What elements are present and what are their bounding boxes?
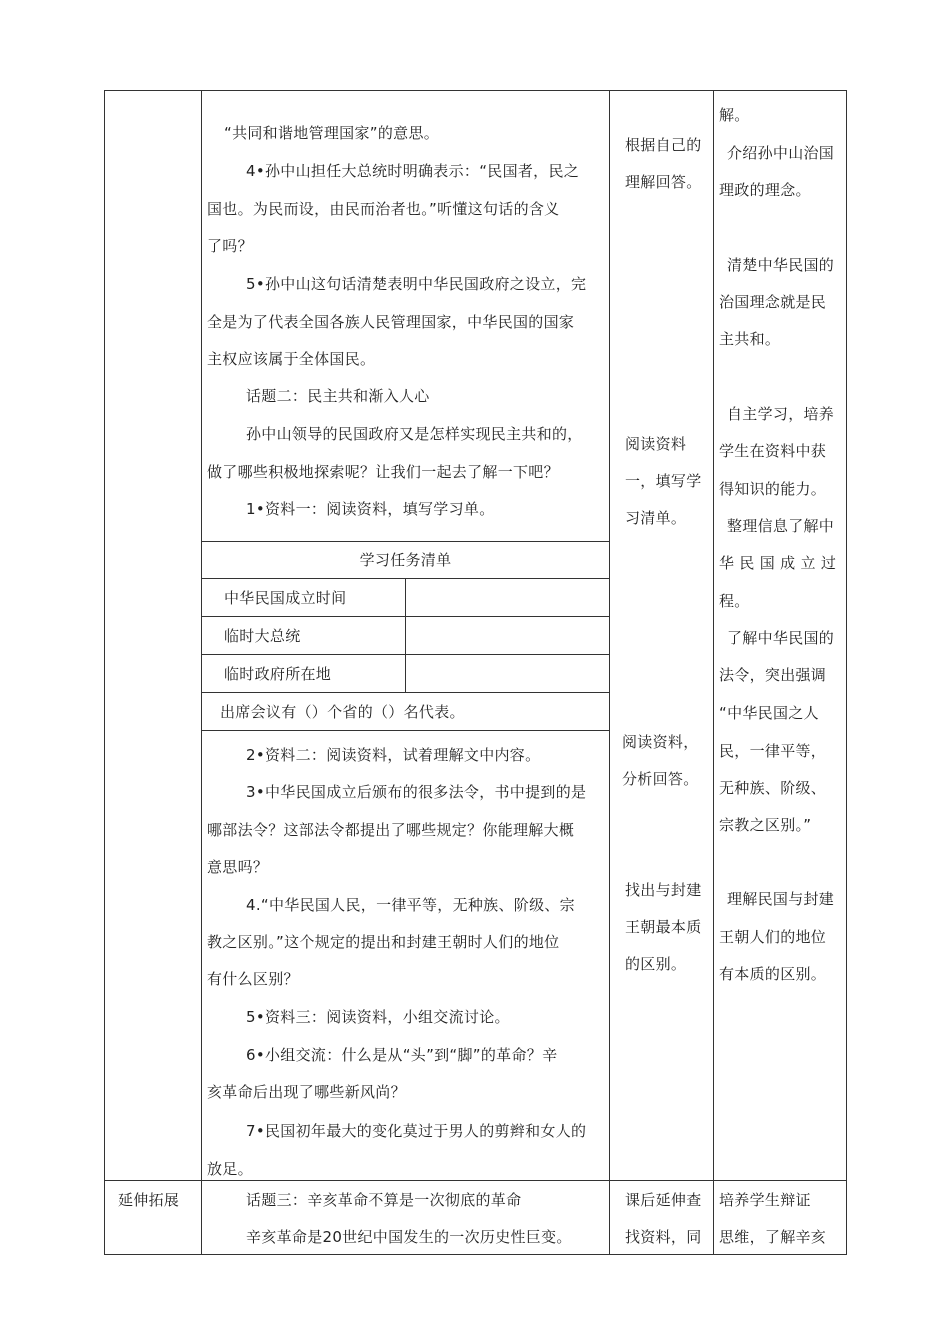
body-line: 1•资料一：阅读资料，填写学习单。	[246, 500, 495, 518]
design-intent: 法令，突出强调	[719, 666, 827, 684]
body-line: “共同和谐地管理国家”的意思。	[224, 124, 440, 142]
body-line: 国也。为民而设，由民而治者也。”听懂这句话的含义	[207, 200, 560, 218]
design-intent: 王朝人们的地位	[719, 928, 827, 946]
inner-table-footer: 出席会议有（）个省的（）名代表。	[220, 703, 465, 721]
col-line-5	[846, 90, 847, 1255]
col-line-2	[201, 90, 202, 1255]
body-line: 全是为了代表全国各族人民管理国家，中华民国的国家	[207, 313, 575, 331]
body-line: 5•资料三：阅读资料，小组交流讨论。	[246, 1008, 510, 1026]
inner-table-cell: 中华民国成立时间	[224, 589, 347, 607]
design-intent: 程。	[719, 592, 750, 610]
design-intent: 清楚中华民国的	[727, 256, 835, 274]
body-line: 亥革命后出现了哪些新风尚？	[207, 1083, 406, 1101]
body-line: 教之区别。”这个规定的提出和封建王朝时人们的地位	[207, 933, 560, 951]
topic-heading: 话题三：辛亥革命不算是一次彻底的革命	[246, 1191, 522, 1209]
inner-table-top	[201, 541, 610, 542]
body-line: 哪部法令？这部法令都提出了哪些规定？你能理解大概	[207, 821, 575, 839]
design-intent: “中华民国之人	[719, 704, 819, 722]
design-intent: 培养学生辩证	[719, 1191, 811, 1209]
inner-table-col	[405, 578, 406, 692]
extension-label: 延伸拓展	[118, 1191, 180, 1209]
col-line-1	[104, 90, 105, 1255]
design-intent: 有本质的区别。	[719, 965, 827, 983]
topic-heading: 话题二：民主共和渐入人心	[246, 387, 430, 405]
inner-table-row4	[201, 692, 610, 693]
design-intent: 整理信息了解中	[727, 517, 835, 535]
body-line: 辛亥革命是20世纪中国发生的一次历史性巨变。	[246, 1228, 572, 1246]
student-activity: 阅读资料，	[622, 733, 699, 751]
design-intent: 了解中华民国的	[727, 629, 835, 647]
design-intent: 治国理念就是民	[719, 293, 827, 311]
design-intent: 华 民 国 成 立 过	[719, 554, 837, 572]
body-line: 放足。	[207, 1160, 253, 1178]
design-intent: 无种族、阶级、	[719, 779, 827, 797]
student-activity: 根据自己的	[625, 136, 702, 154]
body-line: 7•民国初年最大的变化莫过于男人的剪辫和女人的	[246, 1122, 587, 1140]
col-line-3	[609, 90, 610, 1255]
body-line: 4.“中华民国人民，一律平等，无种族、阶级、宗	[246, 896, 575, 914]
body-line: 主权应该属于全体国民。	[207, 350, 376, 368]
design-intent: 民，一律平等，	[719, 742, 827, 760]
body-line: 2•资料二：阅读资料，试着理解文中内容。	[246, 746, 541, 764]
body-line: 意思吗？	[207, 858, 269, 876]
student-activity: 找出与封建	[625, 881, 702, 899]
design-intent: 思维，了解辛亥	[719, 1228, 827, 1246]
body-line: 6•小组交流：什么是从“头”到“脚”的革命？辛	[246, 1046, 558, 1064]
design-intent: 理解民国与封建	[727, 890, 835, 908]
inner-table-cell: 临时政府所在地	[224, 665, 332, 683]
design-intent: 学生在资料中获	[719, 442, 827, 460]
student-activity: 习清单。	[625, 509, 687, 527]
student-activity: 课后延伸查	[625, 1191, 702, 1209]
table-border-bottom	[104, 1254, 847, 1255]
col-line-4	[713, 90, 714, 1255]
inner-table-cell: 临时大总统	[224, 627, 301, 645]
design-intent: 理政的理念。	[719, 181, 811, 199]
student-activity: 阅读资料	[625, 435, 687, 453]
student-activity: 一，填写学	[625, 472, 702, 490]
design-intent: 主共和。	[719, 330, 781, 348]
body-line: 了吗？	[207, 237, 253, 255]
table-border-top	[104, 90, 847, 91]
student-activity: 分析回答。	[622, 770, 699, 788]
body-line: 孙中山领导的民国政府又是怎样实现民主共和的，	[246, 425, 583, 443]
design-intent: 解。	[719, 106, 750, 124]
body-line: 做了哪些积极地探索呢？让我们一起去了解一下吧？	[207, 463, 559, 481]
row-divider-extension	[104, 1180, 847, 1181]
body-line: 有什么区别？	[207, 970, 299, 988]
inner-table-title: 学习任务清单	[359, 551, 452, 569]
design-intent: 自主学习，培养	[727, 405, 835, 423]
student-activity: 找资料，同	[625, 1228, 702, 1246]
inner-table-bottom	[201, 730, 610, 731]
body-line: 3•中华民国成立后颁布的很多法令，书中提到的是	[246, 783, 587, 801]
body-line: 5•孙中山这句话清楚表明中华民国政府之设立，完	[246, 275, 587, 293]
body-line: 4•孙中山担任大总统时明确表示：“民国者，民之	[246, 162, 580, 180]
design-intent: 宗教之区别。”	[719, 816, 812, 834]
student-activity: 理解回答。	[625, 173, 702, 191]
design-intent: 介绍孙中山治国	[727, 144, 835, 162]
student-activity: 的区别。	[625, 955, 687, 973]
student-activity: 王朝最本质	[625, 918, 702, 936]
design-intent: 得知识的能力。	[719, 480, 827, 498]
